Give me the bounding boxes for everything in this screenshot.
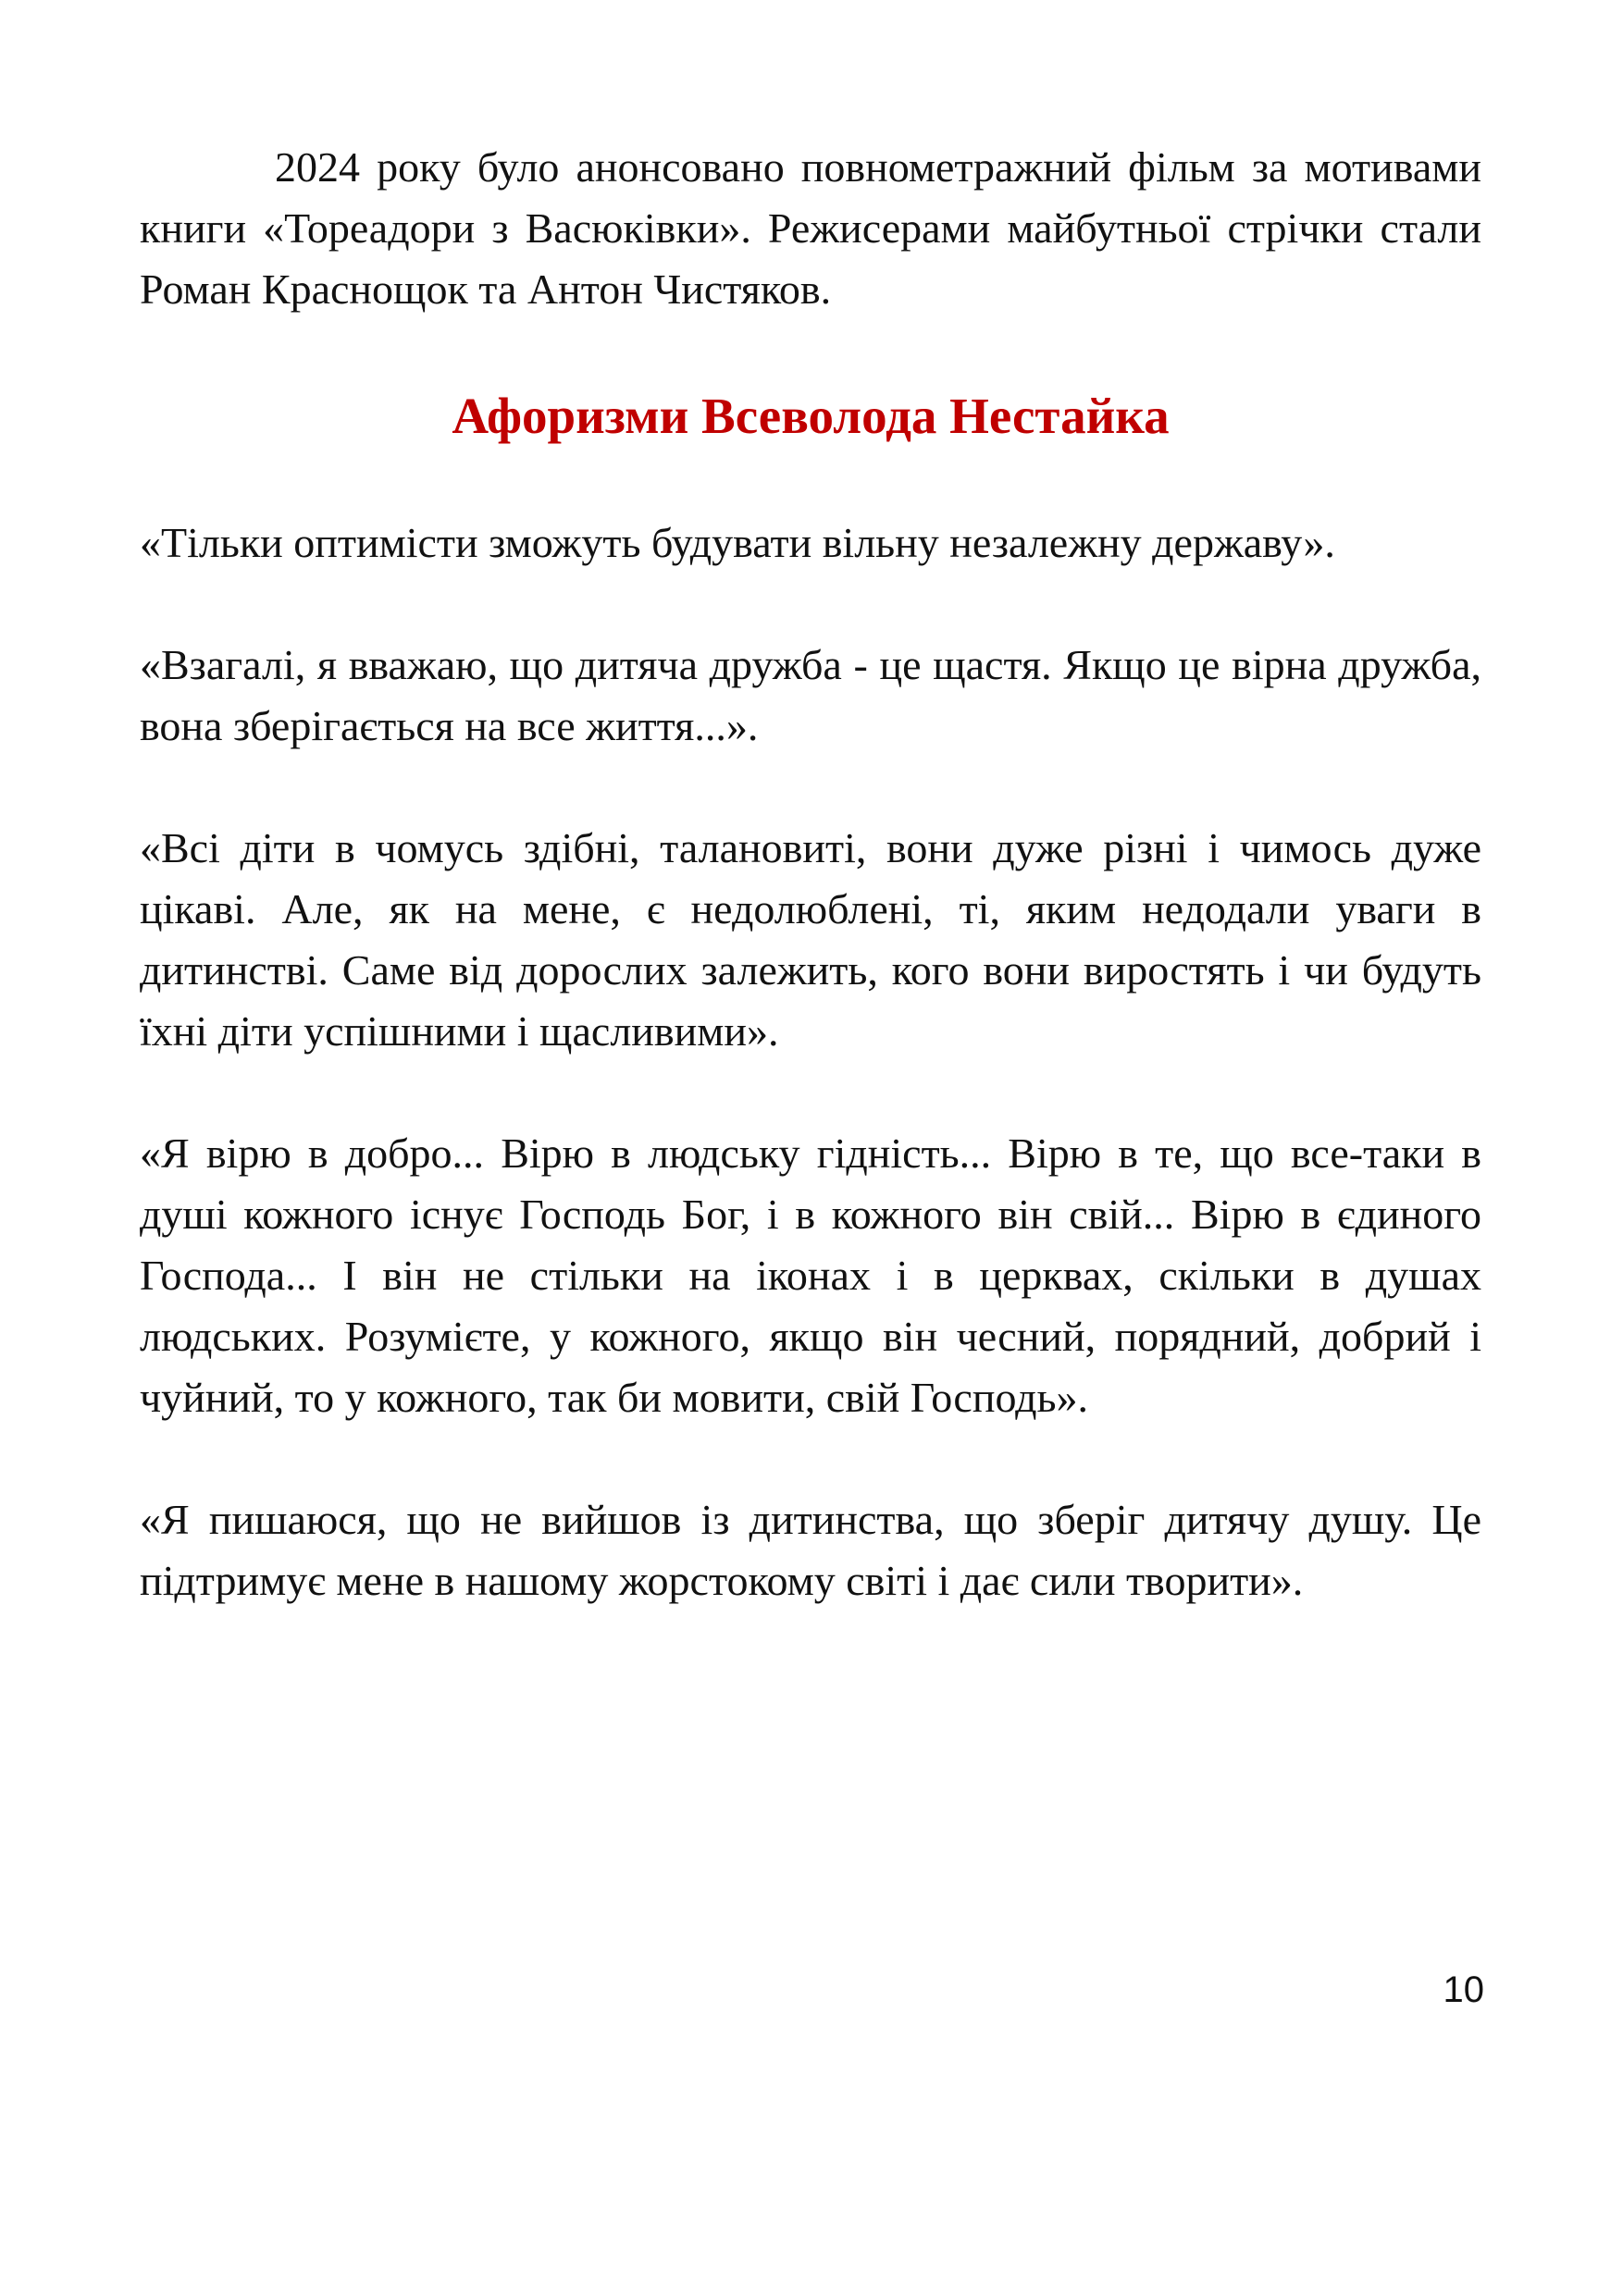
- section-heading: Афоризми Всеволода Нестайка: [452, 388, 1170, 444]
- intro-paragraph: 2024 року було анонсовано повнометражний фільм за мотивами книги «Тореадори з Васюківки». Режисерами майбутньої стрічки стали Роман Краснощок та Антон Чистяков.: [140, 143, 1481, 313]
- aphorism-quote-2: «Взагалі, я вважаю, що дитяча дружба - це щастя. Якщо це вірна дружба, вона зберігається на все життя...».: [140, 641, 1481, 749]
- aphorism-quote-1: «Тільки оптимісти зможуть будувати вільну незалежну державу».: [140, 519, 1335, 566]
- page-number: 10: [1443, 1969, 1484, 2010]
- page-content: [140, 137, 1481, 1611]
- aphorism-quote-3: «Всі діти в чомусь здібні, талановиті, вони дуже різні і чимось дуже цікаві. Але, як на мене, є недолюблені, ті, яким недодали уваги в дитинстві. Саме від дорослих залежить, кого вони виростять і чи будуть їхні діти успішними і щасливими».: [140, 824, 1481, 1055]
- aphorism-quote-4: «Я вірю в добро... Вірю в людську гідність... Вірю в те, що все-таки в душі кожного існує Господь Бог, і в кожного він свій... Вірю в єдиного Господа... І він не стільки на іконах і в церквах, скільки в душах людських. Розумієте, у кожного, якщо він чесний, порядний, добрий і чуйний, то у кожного, так би мовити, свій Господь».: [140, 1129, 1481, 1421]
- aphorism-quote-5: «Я пишаюся, що не вийшов із дитинства, що зберіг дитячу душу. Це підтримує мене в нашому жорстокому світі і дає сили творити».: [140, 1496, 1481, 1604]
